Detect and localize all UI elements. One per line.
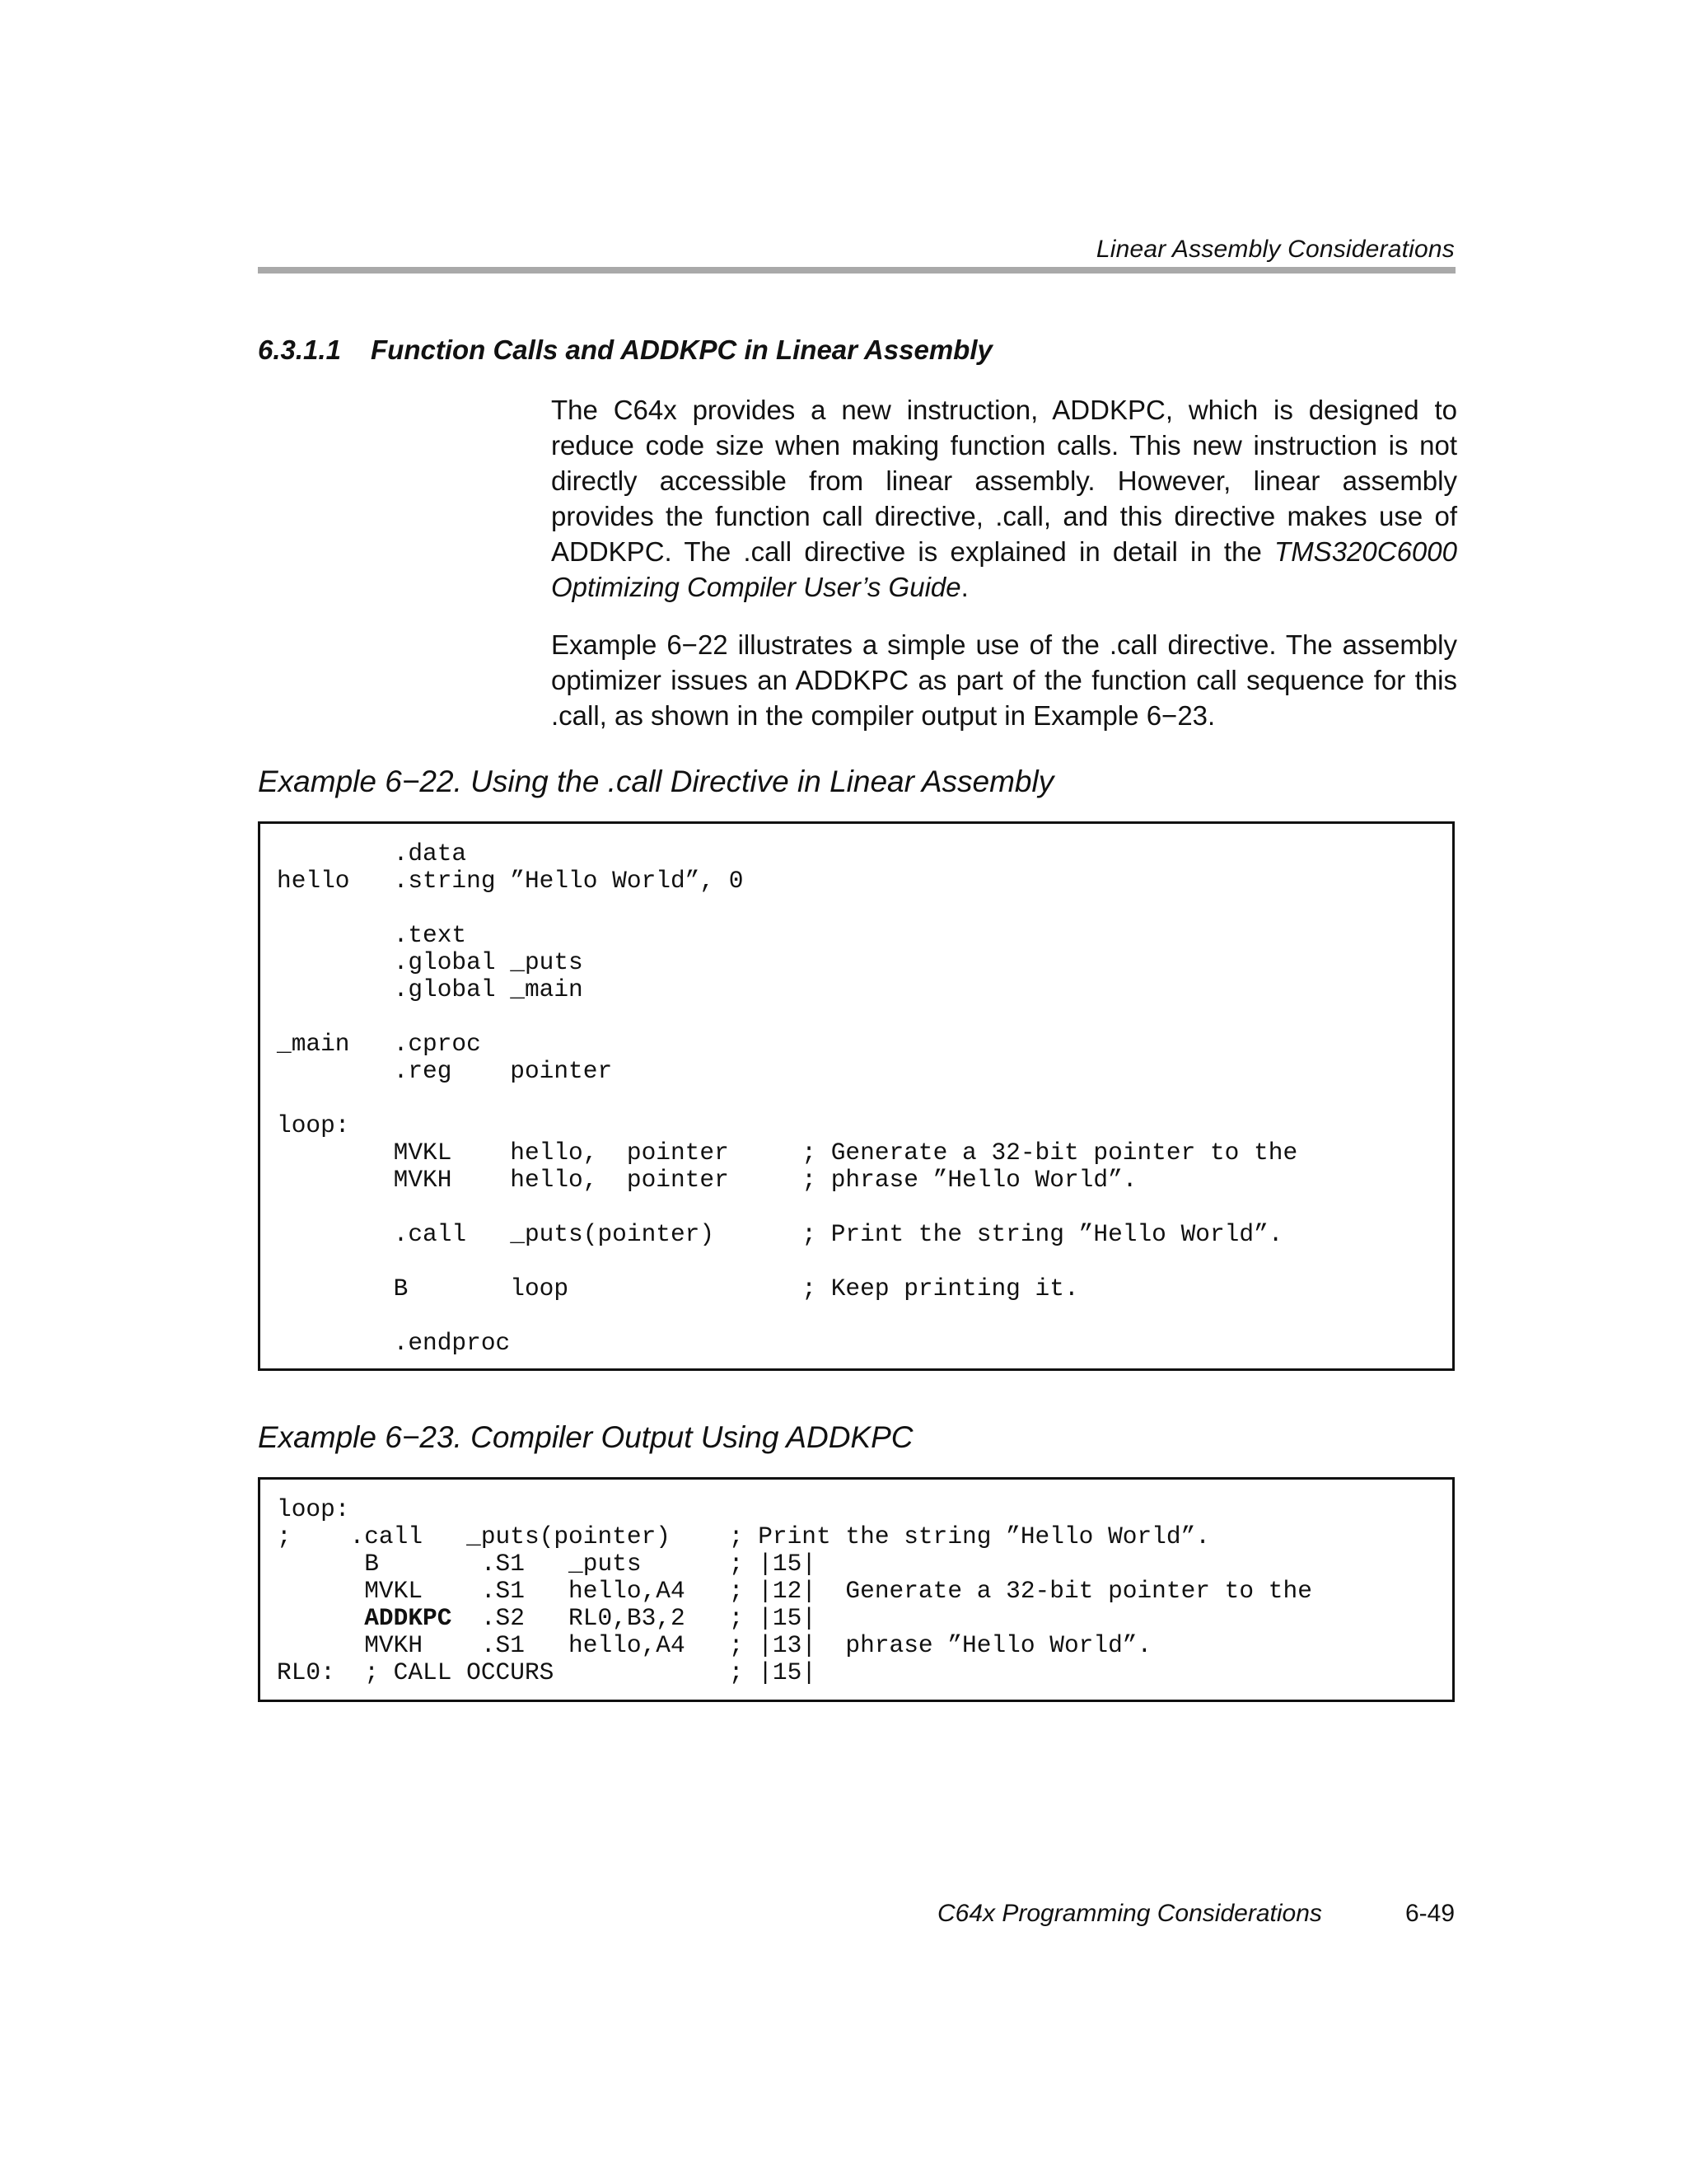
code-line (277, 1550, 1312, 1578)
code-line (277, 1605, 1312, 1632)
code-line (277, 1302, 1297, 1330)
example-reference-paragraph: Example 6−22 illustrates a simple use of the .call directive. The assembly optimizer issues an ADDKPC as part of the function call sequence for this .call, as shown in the compiler output in Example 6−23. (551, 629, 1457, 731)
code-line: .global _main (277, 975, 583, 1003)
code-line: _main .cproc (277, 1030, 481, 1058)
code-line: hello .string ”Hello World”, 0 (277, 867, 744, 895)
header-rule (258, 267, 1456, 274)
code-line: .reg pointer (277, 1057, 613, 1085)
code-line (277, 895, 1297, 922)
code-line (277, 1085, 1297, 1112)
example-6-22-code (277, 840, 1297, 1357)
code-line (277, 1496, 1312, 1523)
code-segment: MVKH .S1 hello,A4 ; |13| phrase ”Hello World”. (277, 1631, 1152, 1659)
code-line (277, 1194, 1297, 1221)
running-footer: C64x Programming Considerations (937, 1900, 1322, 1927)
code-line (277, 1659, 1312, 1686)
running-header: Linear Assembly Considerations (1096, 236, 1455, 263)
code-line (277, 1248, 1297, 1275)
code-segment: loop: (277, 1495, 350, 1523)
code-bold-instruction: ADDKPC (364, 1604, 452, 1632)
code-segment: RL0: ; CALL OCCURS ; |15| (277, 1658, 817, 1686)
code-segment: ; .call _puts(pointer) ; Print the string ”Hello World”. (277, 1522, 1210, 1550)
code-line (277, 1523, 1312, 1550)
code-segment (277, 1604, 364, 1632)
code-line: MVKH hello, pointer ; phrase ”Hello World”. (277, 1166, 1138, 1194)
section-number: 6.3.1.1 (258, 334, 341, 365)
example-6-22-code-box (258, 821, 1455, 1371)
example-6-22-caption: Example 6−22. Using the .call Directive in Linear Assembly (258, 765, 1054, 798)
code-line: B loop ; Keep printing it. (277, 1274, 1079, 1302)
code-line: loop: (277, 1111, 350, 1139)
intro-text-end: . (960, 572, 969, 602)
example-6-23-caption: Example 6−23. Compiler Output Using ADDKPC (258, 1420, 914, 1454)
guide-title: TMS320C6000 Optimizing Compiler User’s Guide (551, 536, 1457, 602)
page-number: 6-49 (1404, 1900, 1455, 1927)
code-line (277, 1632, 1312, 1659)
code-line (277, 1578, 1312, 1605)
code-segment: MVKL .S1 hello,A4 ; |12| Generate a 32-bit pointer to the (277, 1577, 1312, 1605)
code-line: .text (277, 921, 467, 949)
code-line: .call _puts(pointer) ; Print the string ”Hello World”. (277, 1220, 1283, 1248)
code-line: .data (277, 839, 467, 868)
section-title: Function Calls and ADDKPC in Linear Assembly (371, 334, 993, 365)
code-line: .endproc (277, 1329, 511, 1357)
code-line: .global _puts (277, 948, 583, 976)
intro-text: The C64x provides a new instruction, ADDKPC, which is designed to reduce code size when making function calls. This new instruction is not directly accessible from linear assembly. However, linear assembly provides the function call directive, .call, and this directive makes use of ADDKPC. The .call directive is explained in detail in the (551, 395, 1457, 567)
example-6-23-code (277, 1496, 1312, 1686)
code-segment: B .S1 _puts ; |15| (277, 1550, 817, 1578)
intro-paragraph (551, 392, 1457, 605)
code-line (277, 1003, 1297, 1031)
code-line: MVKL hello, pointer ; Generate a 32-bit pointer to the (277, 1139, 1298, 1167)
section-heading (258, 334, 993, 366)
example-6-23-code-box (258, 1477, 1455, 1702)
code-segment: .S2 RL0,B3,2 ; |15| (451, 1604, 817, 1632)
